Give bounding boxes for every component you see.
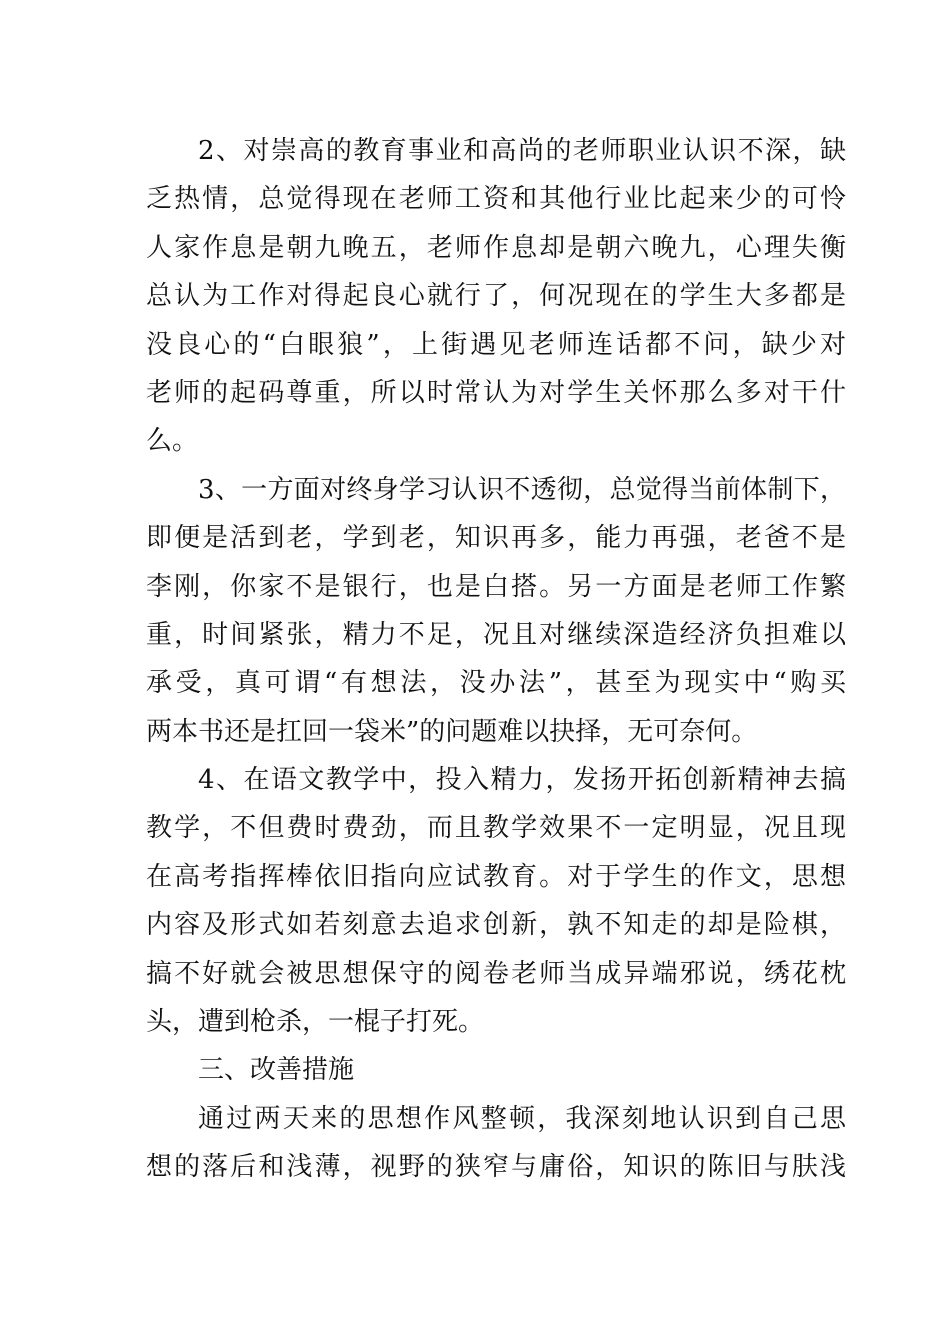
paragraph-2-line-5: 没良心的“白眼狼”，上街遇见老师连话都不问，缺少对 [146,329,846,360]
paragraph-2-line-2: 乏热情，总觉得现在老师工资和其他行业比起来少的可怜 [146,184,846,215]
paragraph-5-line-1: 通过两天来的思想作风整顿，我深刻地认识到自己思 [198,1103,846,1134]
body-text [146,127,846,1192]
paragraph-4-line-1: 4、在语文教学中，投入精力，发扬开拓创新精神去搞 [198,765,846,796]
paragraph-3-line-5: 承受，真可谓“有想法，没办法”，甚至为现实中“购买 [146,668,846,699]
paragraph-4-line-2: 教学，不但费时费劲，而且教学效果不一定明显，况且现 [146,813,846,844]
paragraph-4-line-6: 头，遭到枪杀，一棍子打死。 [146,1007,485,1038]
paragraph-2-line-4: 总认为工作对得起良心就行了，何况现在的学生大多都是 [146,281,846,312]
paragraph-3-line-3: 李刚，你家不是银行，也是白搭。另一方面是老师工作繁 [146,571,846,602]
paragraph-4-line-5: 搞不好就会被思想保守的阅卷老师当成异端邪说，绣花枕 [146,958,846,989]
paragraph-4-line-3: 在高考指挥棒依旧指向应试教育。对于学生的作文，思想 [146,861,846,892]
paragraph-3-line-2: 即便是活到老，学到老，知识再多，能力再强，老爸不是 [146,523,846,554]
paragraph-2-line-7: 么。 [146,426,199,457]
paragraph-3-line-1: 3、一方面对终身学习认识不透彻，总觉得当前体制下， [198,474,846,505]
paragraph-5-line-2: 想的落后和浅薄，视野的狭窄与庸俗，知识的陈旧与肤浅 [146,1152,846,1183]
paragraph-2-line-3: 人家作息是朝九晚五，老师作息却是朝六晚九，心理失衡 [146,232,846,263]
section-heading: 三、改善措施 [198,1055,355,1086]
paragraph-3-line-6: 两本书还是扛回一袋米”的问题难以抉择，无可奈何。 [146,716,758,747]
paragraph-2-line-1: 2、对崇高的教育事业和高尚的老师职业认识不深，缺 [198,136,846,166]
paragraph-3-line-4: 重，时间紧张，精力不足，况且对继续深造经济负担难以 [146,619,846,650]
paragraph-2-line-6: 老师的起码尊重，所以时常认为对学生关怀那么多对干什 [146,377,846,408]
paragraph-4-line-4: 内容及形式如若刻意去追求创新，孰不知走的却是险棋， [146,910,846,941]
